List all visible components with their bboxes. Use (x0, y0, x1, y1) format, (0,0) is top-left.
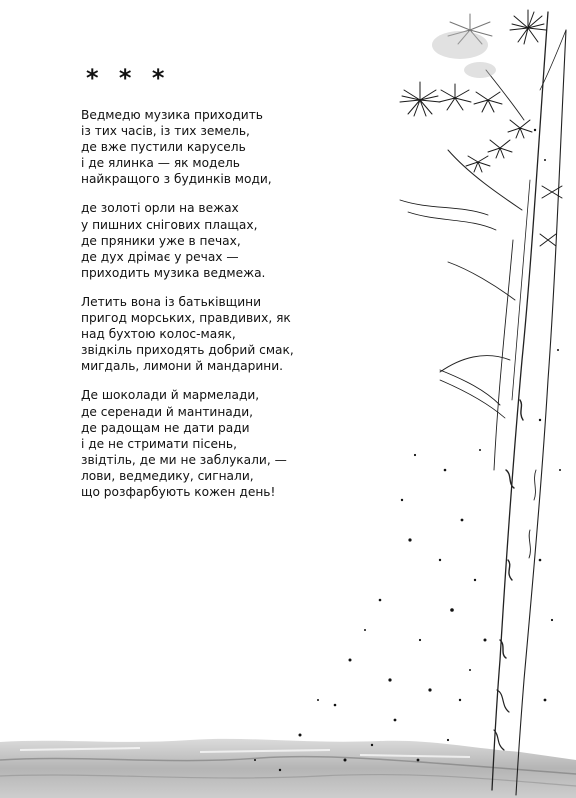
poem-line: де пряники уже в печах, (81, 233, 241, 248)
stanza (81, 294, 294, 374)
stanza (81, 107, 291, 187)
poem-line: Ведмедю музика приходить (81, 108, 263, 122)
birch-trunk (440, 12, 566, 795)
poem-line: лови, ведмедику, сигнали, (81, 468, 254, 483)
pine-foliage (400, 10, 562, 418)
ink-wash (432, 31, 496, 78)
poem-line: Летить вона із батьківщини (81, 294, 262, 309)
ink-specks (254, 129, 561, 771)
poem-line: пригод морських, правдивих, як (81, 311, 291, 326)
poem-line: у пишних снігових плащах, (81, 217, 258, 232)
poem-line: де вже пустили карусель (81, 140, 246, 155)
poem-line: мигдаль, лимони й мандарини. (81, 359, 283, 374)
snowy-ground (0, 739, 576, 798)
poem-line: де радощам не дати ради (81, 420, 250, 435)
poem-line: приходить музика ведмежа. (81, 265, 266, 280)
poem-line: де золоті орли на вежах (81, 201, 239, 216)
poem-text (81, 107, 294, 513)
stanza-ornament: * * * (86, 64, 171, 92)
poem-line: найкращого з будинків моди, (81, 172, 272, 187)
poem-line: Де шоколади й мармелади, (81, 388, 260, 403)
poem-line: над бухтою колос-маяк, (81, 327, 236, 342)
stanza (81, 387, 291, 500)
poem-line: і де не стримати пісень, (81, 436, 237, 451)
poem-line: де дух дрімає у речах — (81, 249, 239, 264)
poem-line: звідкіль приходять добрий смак, (81, 343, 294, 358)
poem-line: звідтіль, де ми не заблукали, — (81, 452, 287, 467)
stanza (81, 200, 291, 280)
poem-line: що розфарбують кожен день! (81, 484, 276, 499)
poem-line: із тих часів, із тих земель, (81, 124, 250, 139)
poem-line: і де ялинка — як модель (81, 156, 240, 171)
poem-line: де серенади й мантинади, (81, 404, 253, 419)
